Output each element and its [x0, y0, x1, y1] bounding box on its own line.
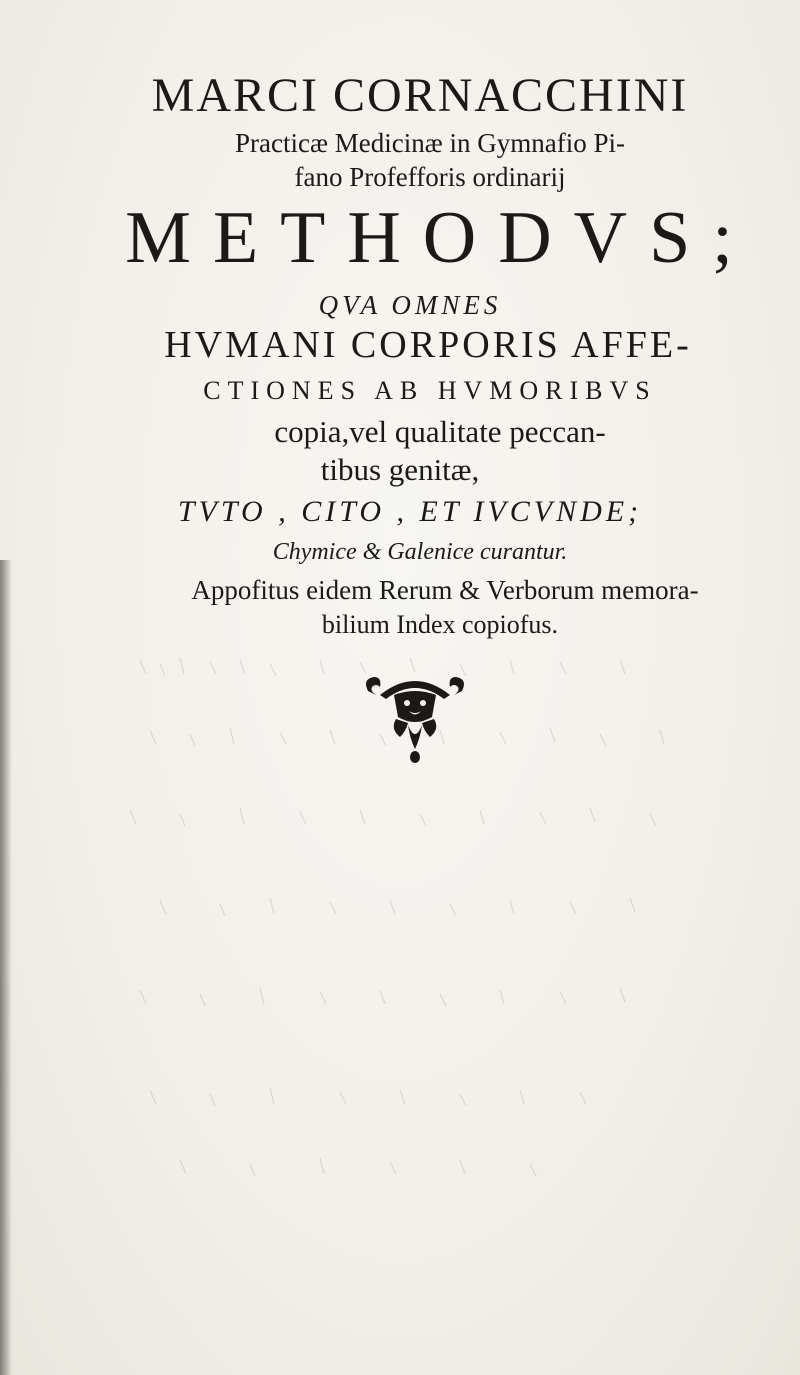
- title-line-tibus: tibus genitæ,: [320, 452, 480, 487]
- title-line-qva: QVA OMNES: [318, 290, 502, 320]
- index-note-line-2: bilium Index copiofus.: [321, 610, 559, 639]
- printers-device-ornament-icon: [360, 665, 470, 765]
- author-credential-line-1: Practicæ Medicinæ in Gymnafio Pi-: [235, 128, 625, 158]
- title-line-ctiones: CTIONES AB HVMORIBVS: [203, 376, 657, 405]
- index-note-line-1: Appofitus eidem Rerum & Verborum memora-: [191, 575, 699, 605]
- title-line-chymice: Chymice & Galenice curantur.: [272, 539, 568, 565]
- author-credential-line-2: fano Profefforis ordinarij: [294, 162, 566, 192]
- work-title: METHODVS;: [125, 197, 755, 279]
- title-line-copia: copia,vel qualitate peccan-: [274, 414, 606, 449]
- title-line-hvmani: HVMANI CORPORIS AFFE-: [164, 324, 692, 366]
- title-line-tvto: TVTO , CITO , ET IVCVNDE;: [177, 495, 643, 528]
- binding-edge-shadow: [0, 560, 12, 1375]
- author-heading: MARCI CORNACCHINI: [151, 69, 689, 122]
